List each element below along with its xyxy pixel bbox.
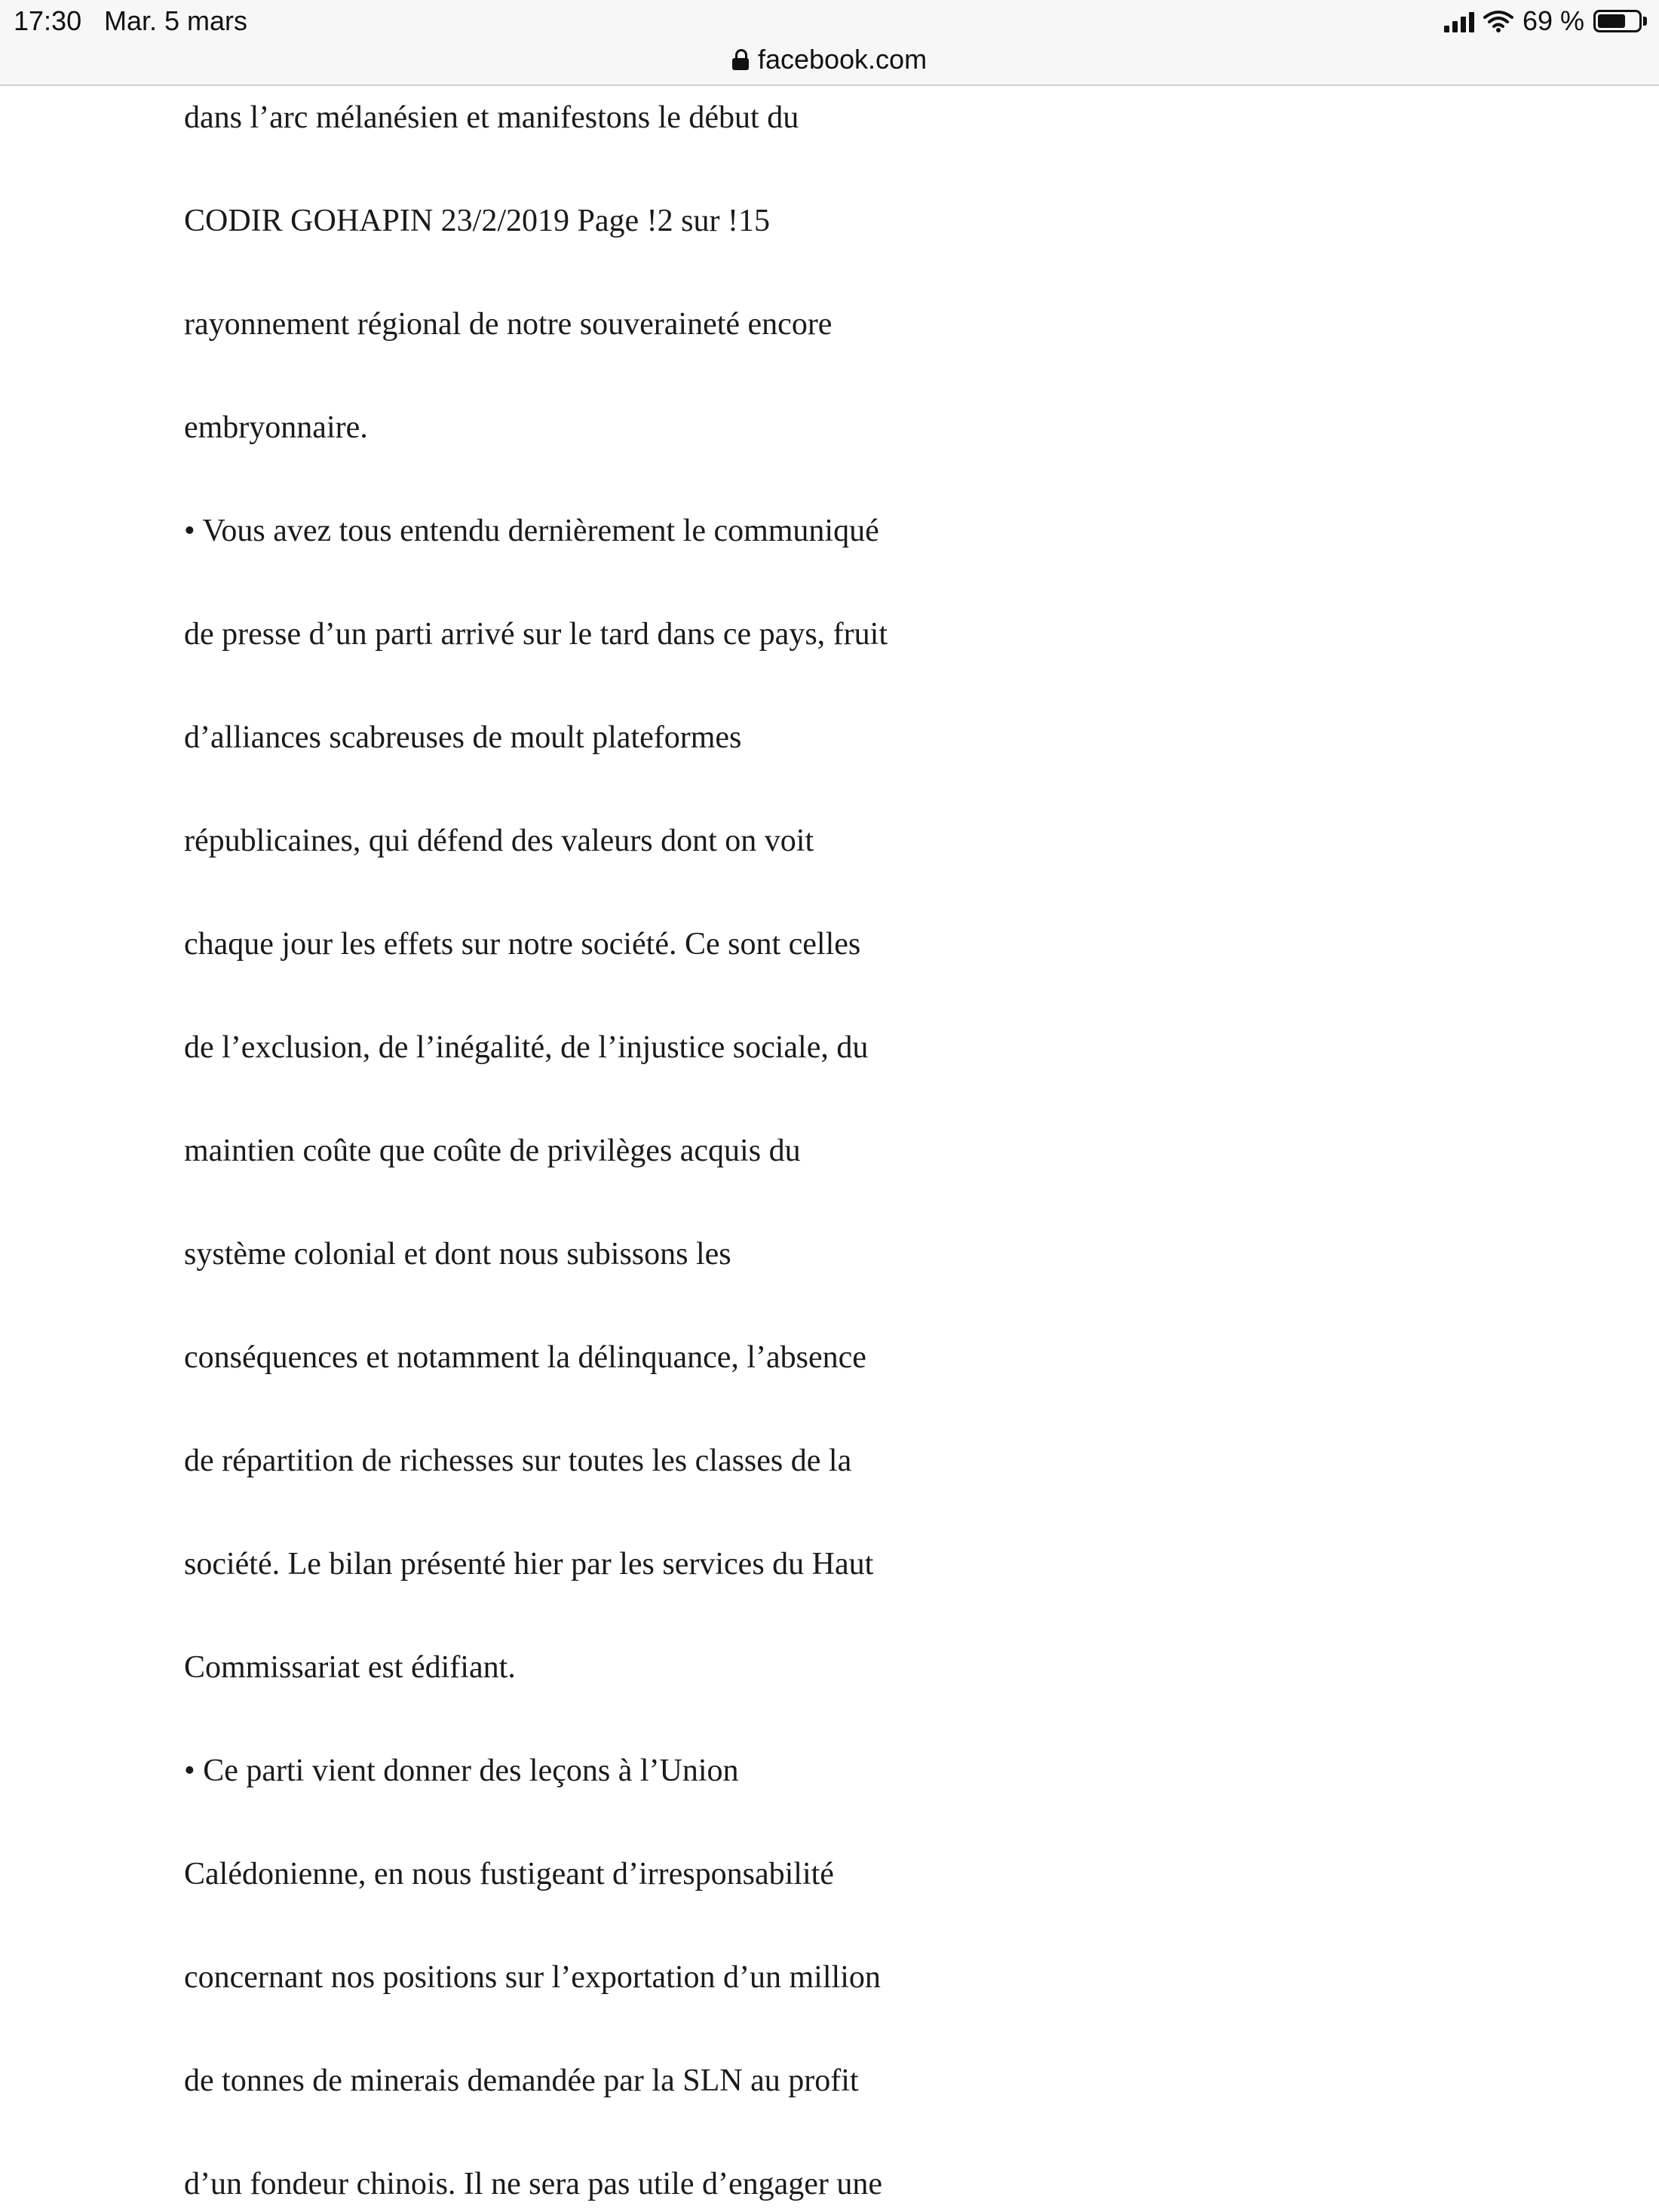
document-line: système colonial et dont nous subissons les xyxy=(184,1237,731,1272)
document-line: conséquences et notamment la délinquance, l’absence xyxy=(184,1340,866,1375)
document-line: de tonnes de minerais demandée par la SLN au profit xyxy=(184,2063,859,2098)
wifi-icon xyxy=(1483,10,1513,32)
url-domain[interactable]: facebook.com xyxy=(757,44,928,75)
document-line: chaque jour les effets sur notre société. Ce sont celles xyxy=(184,927,861,962)
document-line: concernant nos positions sur l’exportation d’un million xyxy=(184,1960,881,1995)
document-line: société. Le bilan présenté hier par les services du Haut xyxy=(184,1547,874,1582)
document-line: embryonnaire. xyxy=(184,410,368,445)
document-line: de presse d’un parti arrivé sur le tard dans ce pays, fruit xyxy=(184,617,888,652)
battery-level-fill xyxy=(1598,14,1625,28)
document-line: républicaines, qui défend des valeurs dont on voit xyxy=(184,824,814,858)
document-line: rayonnement régional de notre souveraineté encore xyxy=(184,307,833,342)
lock-icon xyxy=(732,49,749,70)
cellular-signal-icon xyxy=(1444,10,1474,32)
status-date: Mar. 5 mars xyxy=(104,5,248,36)
document-line: CODIR GOHAPIN 23/2/2019 Page !2 sur !15 xyxy=(184,204,770,238)
browser-status-bar xyxy=(0,0,1659,86)
document-line: • Ce parti vient donner des leçons à l’Union xyxy=(184,1753,739,1788)
document-line: de répartition de richesses sur toutes les classes de la xyxy=(184,1443,852,1478)
document-line: • Vous avez tous entendu dernièrement le communiqué xyxy=(184,514,879,548)
document-line: maintien coûte que coûte de privilèges acquis du xyxy=(184,1134,801,1168)
battery-icon xyxy=(1593,10,1647,32)
url-bar[interactable] xyxy=(0,41,1659,78)
status-time: 17:30 xyxy=(14,5,82,36)
document-line: d’un fondeur chinois. Il ne sera pas utile d’engager une xyxy=(184,2167,883,2201)
document-line: d’alliances scabreuses de moult plateformes xyxy=(184,720,742,755)
status-indicators xyxy=(1444,5,1647,38)
document-line: de l’exclusion, de l’inégalité, de l’injustice sociale, du xyxy=(184,1030,869,1065)
document-line: Calédonienne, en nous fustigeant d’irresponsabilité xyxy=(184,1857,834,1891)
battery-percent: 69 % xyxy=(1522,5,1584,36)
document-line: dans l’arc mélanésien et manifestons le début du xyxy=(184,100,799,135)
document-line: Commissariat est édifiant. xyxy=(184,1650,516,1685)
